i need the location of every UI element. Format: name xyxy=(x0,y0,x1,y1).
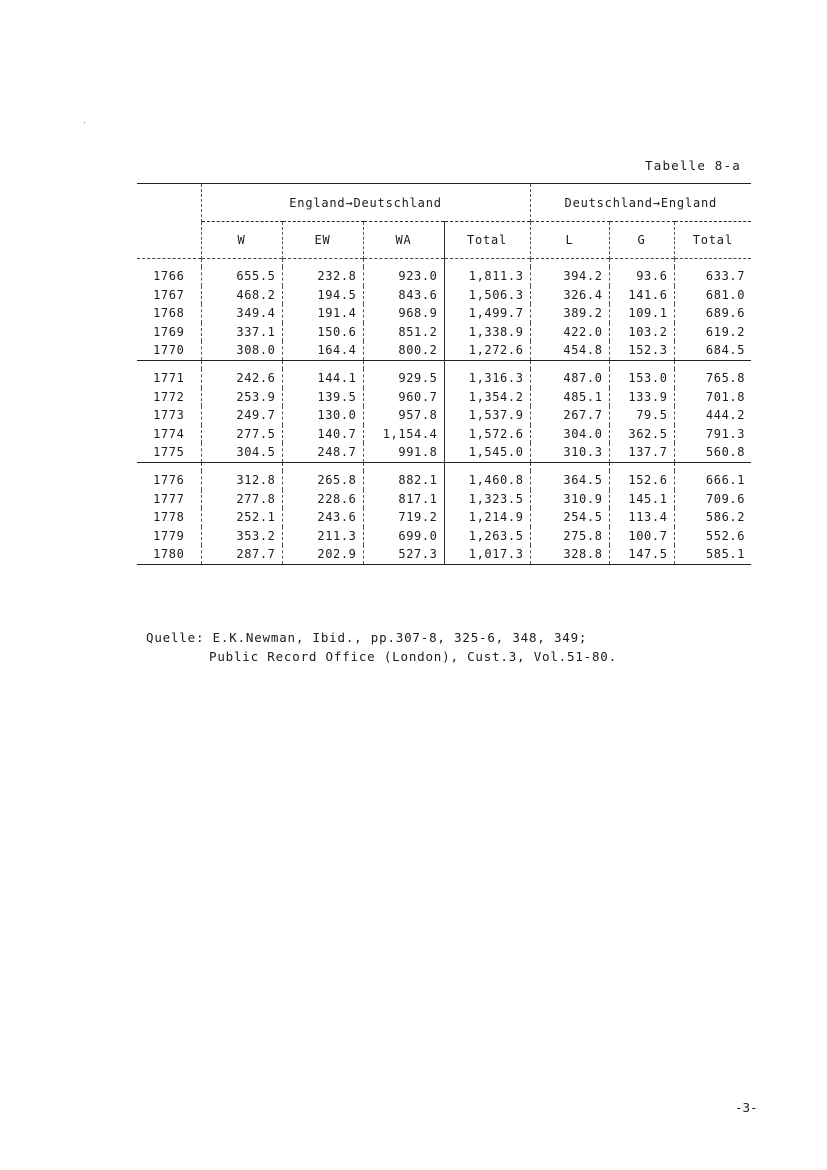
cell-g: 109.1 xyxy=(609,304,674,323)
separator-cell xyxy=(282,360,363,369)
cell-l: 304.0 xyxy=(530,425,609,444)
table-row xyxy=(137,341,751,360)
cell-total-left: 1,214.9 xyxy=(444,508,530,527)
cell-total-left: 1,545.0 xyxy=(444,443,530,462)
year-cell: 1771 xyxy=(153,370,185,385)
cell-w: 349.4 xyxy=(201,304,282,323)
cell-total-right: 765.8 xyxy=(674,369,751,388)
separator-cell xyxy=(530,360,609,369)
cell-total-right: 791.3 xyxy=(674,425,751,444)
year-cell: 1766 xyxy=(153,269,185,283)
cell-w: 252.1 xyxy=(201,508,282,527)
year-cell: 1768 xyxy=(153,306,185,321)
column-header-w: W xyxy=(201,222,282,259)
separator-cell xyxy=(363,462,444,471)
column-header-l: L xyxy=(530,222,609,259)
cell-wa: 843.6 xyxy=(363,286,444,305)
cell-w: 242.6 xyxy=(201,369,282,388)
source-line-1: Quelle: E.K.Newman, Ibid., pp.307-8, 325-6, 348, 349; xyxy=(146,630,588,645)
cell-ew: 144.1 xyxy=(282,369,363,388)
separator-cell xyxy=(363,360,444,369)
cell-g: 153.0 xyxy=(609,369,674,388)
cell-wa: 957.8 xyxy=(363,406,444,425)
separator-cell xyxy=(444,360,530,369)
cell-g: 137.7 xyxy=(609,443,674,462)
year-cell: 1773 xyxy=(153,408,185,423)
cell-l: 310.3 xyxy=(530,443,609,462)
cell-total-right: 666.1 xyxy=(674,471,751,490)
cell-total-right: 585.1 xyxy=(674,545,751,564)
cell-total-left: 1,499.7 xyxy=(444,304,530,323)
separator-cell xyxy=(137,360,201,369)
table-row xyxy=(137,443,751,462)
cell-total-right: 619.2 xyxy=(674,323,751,342)
table-row xyxy=(137,369,751,388)
cell-wa: 527.3 xyxy=(363,545,444,564)
cell-ew: 139.5 xyxy=(282,388,363,407)
cell-l: 364.5 xyxy=(530,471,609,490)
cell-total-left: 1,354.2 xyxy=(444,388,530,407)
cell-g: 141.6 xyxy=(609,286,674,305)
cell-ew: 140.7 xyxy=(282,425,363,444)
separator-cell xyxy=(201,259,282,268)
cell-total-left: 1,537.9 xyxy=(444,406,530,425)
cell-w: 253.9 xyxy=(201,388,282,407)
cell-l: 454.8 xyxy=(530,341,609,360)
cell-total-right: 444.2 xyxy=(674,406,751,425)
cell-ew: 248.7 xyxy=(282,443,363,462)
cell-total-left: 1,323.5 xyxy=(444,490,530,509)
separator-cell xyxy=(137,462,201,471)
table-row xyxy=(137,286,751,305)
cell-g: 362.5 xyxy=(609,425,674,444)
block-separator xyxy=(137,259,751,268)
column-header-wa: WA xyxy=(363,222,444,259)
table-row xyxy=(137,304,751,323)
column-header-ew: EW xyxy=(282,222,363,259)
cell-ew: 228.6 xyxy=(282,490,363,509)
year-cell: 1780 xyxy=(137,545,201,564)
cell-w: 468.2 xyxy=(201,286,282,305)
separator-cell xyxy=(609,462,674,471)
cell-ew: 130.0 xyxy=(282,406,363,425)
cell-l: 487.0 xyxy=(530,369,609,388)
cell-wa: 929.5 xyxy=(363,369,444,388)
cell-g: 133.9 xyxy=(609,388,674,407)
separator-cell xyxy=(201,462,282,471)
table-row xyxy=(137,471,751,490)
cell-l: 310.9 xyxy=(530,490,609,509)
cell-total-right: 586.2 xyxy=(674,508,751,527)
cell-total-right: 701.8 xyxy=(674,388,751,407)
cell-total-right: 560.8 xyxy=(674,443,751,462)
table-label: Tabelle 8-a xyxy=(645,158,741,173)
cell-wa: 1,154.4 xyxy=(363,425,444,444)
cell-g: 113.4 xyxy=(609,508,674,527)
separator-cell xyxy=(674,259,751,268)
year-cell: 1772 xyxy=(153,389,185,404)
cell-l: 254.5 xyxy=(530,508,609,527)
cell-l: 326.4 xyxy=(530,286,609,305)
cell-wa: 968.9 xyxy=(363,304,444,323)
cell-w: 655.5 xyxy=(201,267,282,286)
year-cell: 1775 xyxy=(153,445,185,460)
source-line-2: Public Record Office (London), Cust.3, Vol.51-80. xyxy=(209,649,617,664)
cell-total-right: 633.7 xyxy=(674,267,751,286)
cell-total-left: 1,506.3 xyxy=(444,286,530,305)
column-header-total-right: Total xyxy=(674,222,751,259)
cell-ew: 243.6 xyxy=(282,508,363,527)
source-note xyxy=(146,628,617,666)
cell-g: 152.6 xyxy=(609,471,674,490)
cell-l: 394.2 xyxy=(530,267,609,286)
cell-ew: 164.4 xyxy=(282,341,363,360)
cell-w: 337.1 xyxy=(201,323,282,342)
table-row xyxy=(137,425,751,444)
separator-cell xyxy=(609,360,674,369)
table-row xyxy=(137,406,751,425)
cell-l: 422.0 xyxy=(530,323,609,342)
cell-wa: 719.2 xyxy=(363,508,444,527)
cell-w: 353.2 xyxy=(201,527,282,546)
cell-l: 267.7 xyxy=(530,406,609,425)
separator-cell xyxy=(444,259,530,268)
cell-w: 249.7 xyxy=(201,406,282,425)
year-cell: 1767 xyxy=(153,287,185,302)
block-separator xyxy=(137,360,751,369)
cell-g: 147.5 xyxy=(609,545,674,564)
table-row xyxy=(137,490,751,509)
cell-l: 328.8 xyxy=(530,545,609,564)
page-number: -3- xyxy=(735,1100,758,1115)
cell-total-left: 1,811.3 xyxy=(444,267,530,286)
cell-wa: 923.0 xyxy=(363,267,444,286)
cell-total-right: 681.0 xyxy=(674,286,751,305)
group-header-left: England→Deutschland xyxy=(201,184,530,222)
table-body xyxy=(137,259,751,565)
table-row xyxy=(137,545,751,564)
separator-cell xyxy=(530,259,609,268)
cell-g: 79.5 xyxy=(609,406,674,425)
cell-wa: 960.7 xyxy=(363,388,444,407)
trade-table xyxy=(137,183,751,565)
cell-ew: 194.5 xyxy=(282,286,363,305)
block-separator xyxy=(137,462,751,471)
cell-total-left: 1,572.6 xyxy=(444,425,530,444)
table-row xyxy=(137,527,751,546)
cell-wa: 991.8 xyxy=(363,443,444,462)
cell-g: 145.1 xyxy=(609,490,674,509)
cell-wa: 817.1 xyxy=(363,490,444,509)
cell-l: 275.8 xyxy=(530,527,609,546)
cell-g: 152.3 xyxy=(609,341,674,360)
cell-total-left: 1,316.3 xyxy=(444,369,530,388)
separator-cell xyxy=(201,360,282,369)
cell-w: 308.0 xyxy=(201,341,282,360)
cell-l: 389.2 xyxy=(530,304,609,323)
cell-w: 277.8 xyxy=(201,490,282,509)
table-row xyxy=(137,267,751,286)
column-header-g: G xyxy=(609,222,674,259)
separator-cell xyxy=(282,462,363,471)
separator-cell xyxy=(363,259,444,268)
cell-total-left: 1,338.9 xyxy=(444,323,530,342)
separator-cell xyxy=(674,462,751,471)
cell-ew: 211.3 xyxy=(282,527,363,546)
year-cell: 1770 xyxy=(153,343,185,358)
year-cell: 1778 xyxy=(153,510,185,525)
cell-w: 287.7 xyxy=(201,545,282,564)
table-row xyxy=(137,508,751,527)
cell-total-left: 1,460.8 xyxy=(444,471,530,490)
cell-total-right: 689.6 xyxy=(674,304,751,323)
year-cell: 1779 xyxy=(153,528,185,543)
column-header-total-left: Total xyxy=(444,222,530,259)
group-header-right: Deutschland→England xyxy=(530,184,751,222)
cell-w: 312.8 xyxy=(201,471,282,490)
year-cell: 1769 xyxy=(153,324,185,339)
table-row xyxy=(137,323,751,342)
cell-g: 93.6 xyxy=(609,267,674,286)
cell-ew: 202.9 xyxy=(282,545,363,564)
year-header xyxy=(137,184,201,259)
year-cell: 1777 xyxy=(153,491,185,506)
cell-l: 485.1 xyxy=(530,388,609,407)
cell-total-left: 1,272.6 xyxy=(444,341,530,360)
cell-ew: 265.8 xyxy=(282,471,363,490)
cell-w: 277.5 xyxy=(201,425,282,444)
cell-total-right: 684.5 xyxy=(674,341,751,360)
cell-ew: 150.6 xyxy=(282,323,363,342)
cell-wa: 800.2 xyxy=(363,341,444,360)
separator-cell xyxy=(137,259,201,268)
cell-wa: 851.2 xyxy=(363,323,444,342)
cell-total-right: 709.6 xyxy=(674,490,751,509)
table-row xyxy=(137,388,751,407)
year-cell: 1774 xyxy=(153,426,185,441)
year-cell: 1776 xyxy=(153,472,185,487)
cell-wa: 882.1 xyxy=(363,471,444,490)
cell-total-left: 1,017.3 xyxy=(444,545,530,564)
scan-speck xyxy=(84,122,85,123)
separator-cell xyxy=(530,462,609,471)
cell-g: 100.7 xyxy=(609,527,674,546)
cell-total-left: 1,263.5 xyxy=(444,527,530,546)
cell-w: 304.5 xyxy=(201,443,282,462)
cell-ew: 191.4 xyxy=(282,304,363,323)
cell-wa: 699.0 xyxy=(363,527,444,546)
cell-ew: 232.8 xyxy=(282,267,363,286)
separator-cell xyxy=(444,462,530,471)
cell-g: 103.2 xyxy=(609,323,674,342)
separator-cell xyxy=(609,259,674,268)
separator-cell xyxy=(282,259,363,268)
separator-cell xyxy=(674,360,751,369)
cell-total-right: 552.6 xyxy=(674,527,751,546)
